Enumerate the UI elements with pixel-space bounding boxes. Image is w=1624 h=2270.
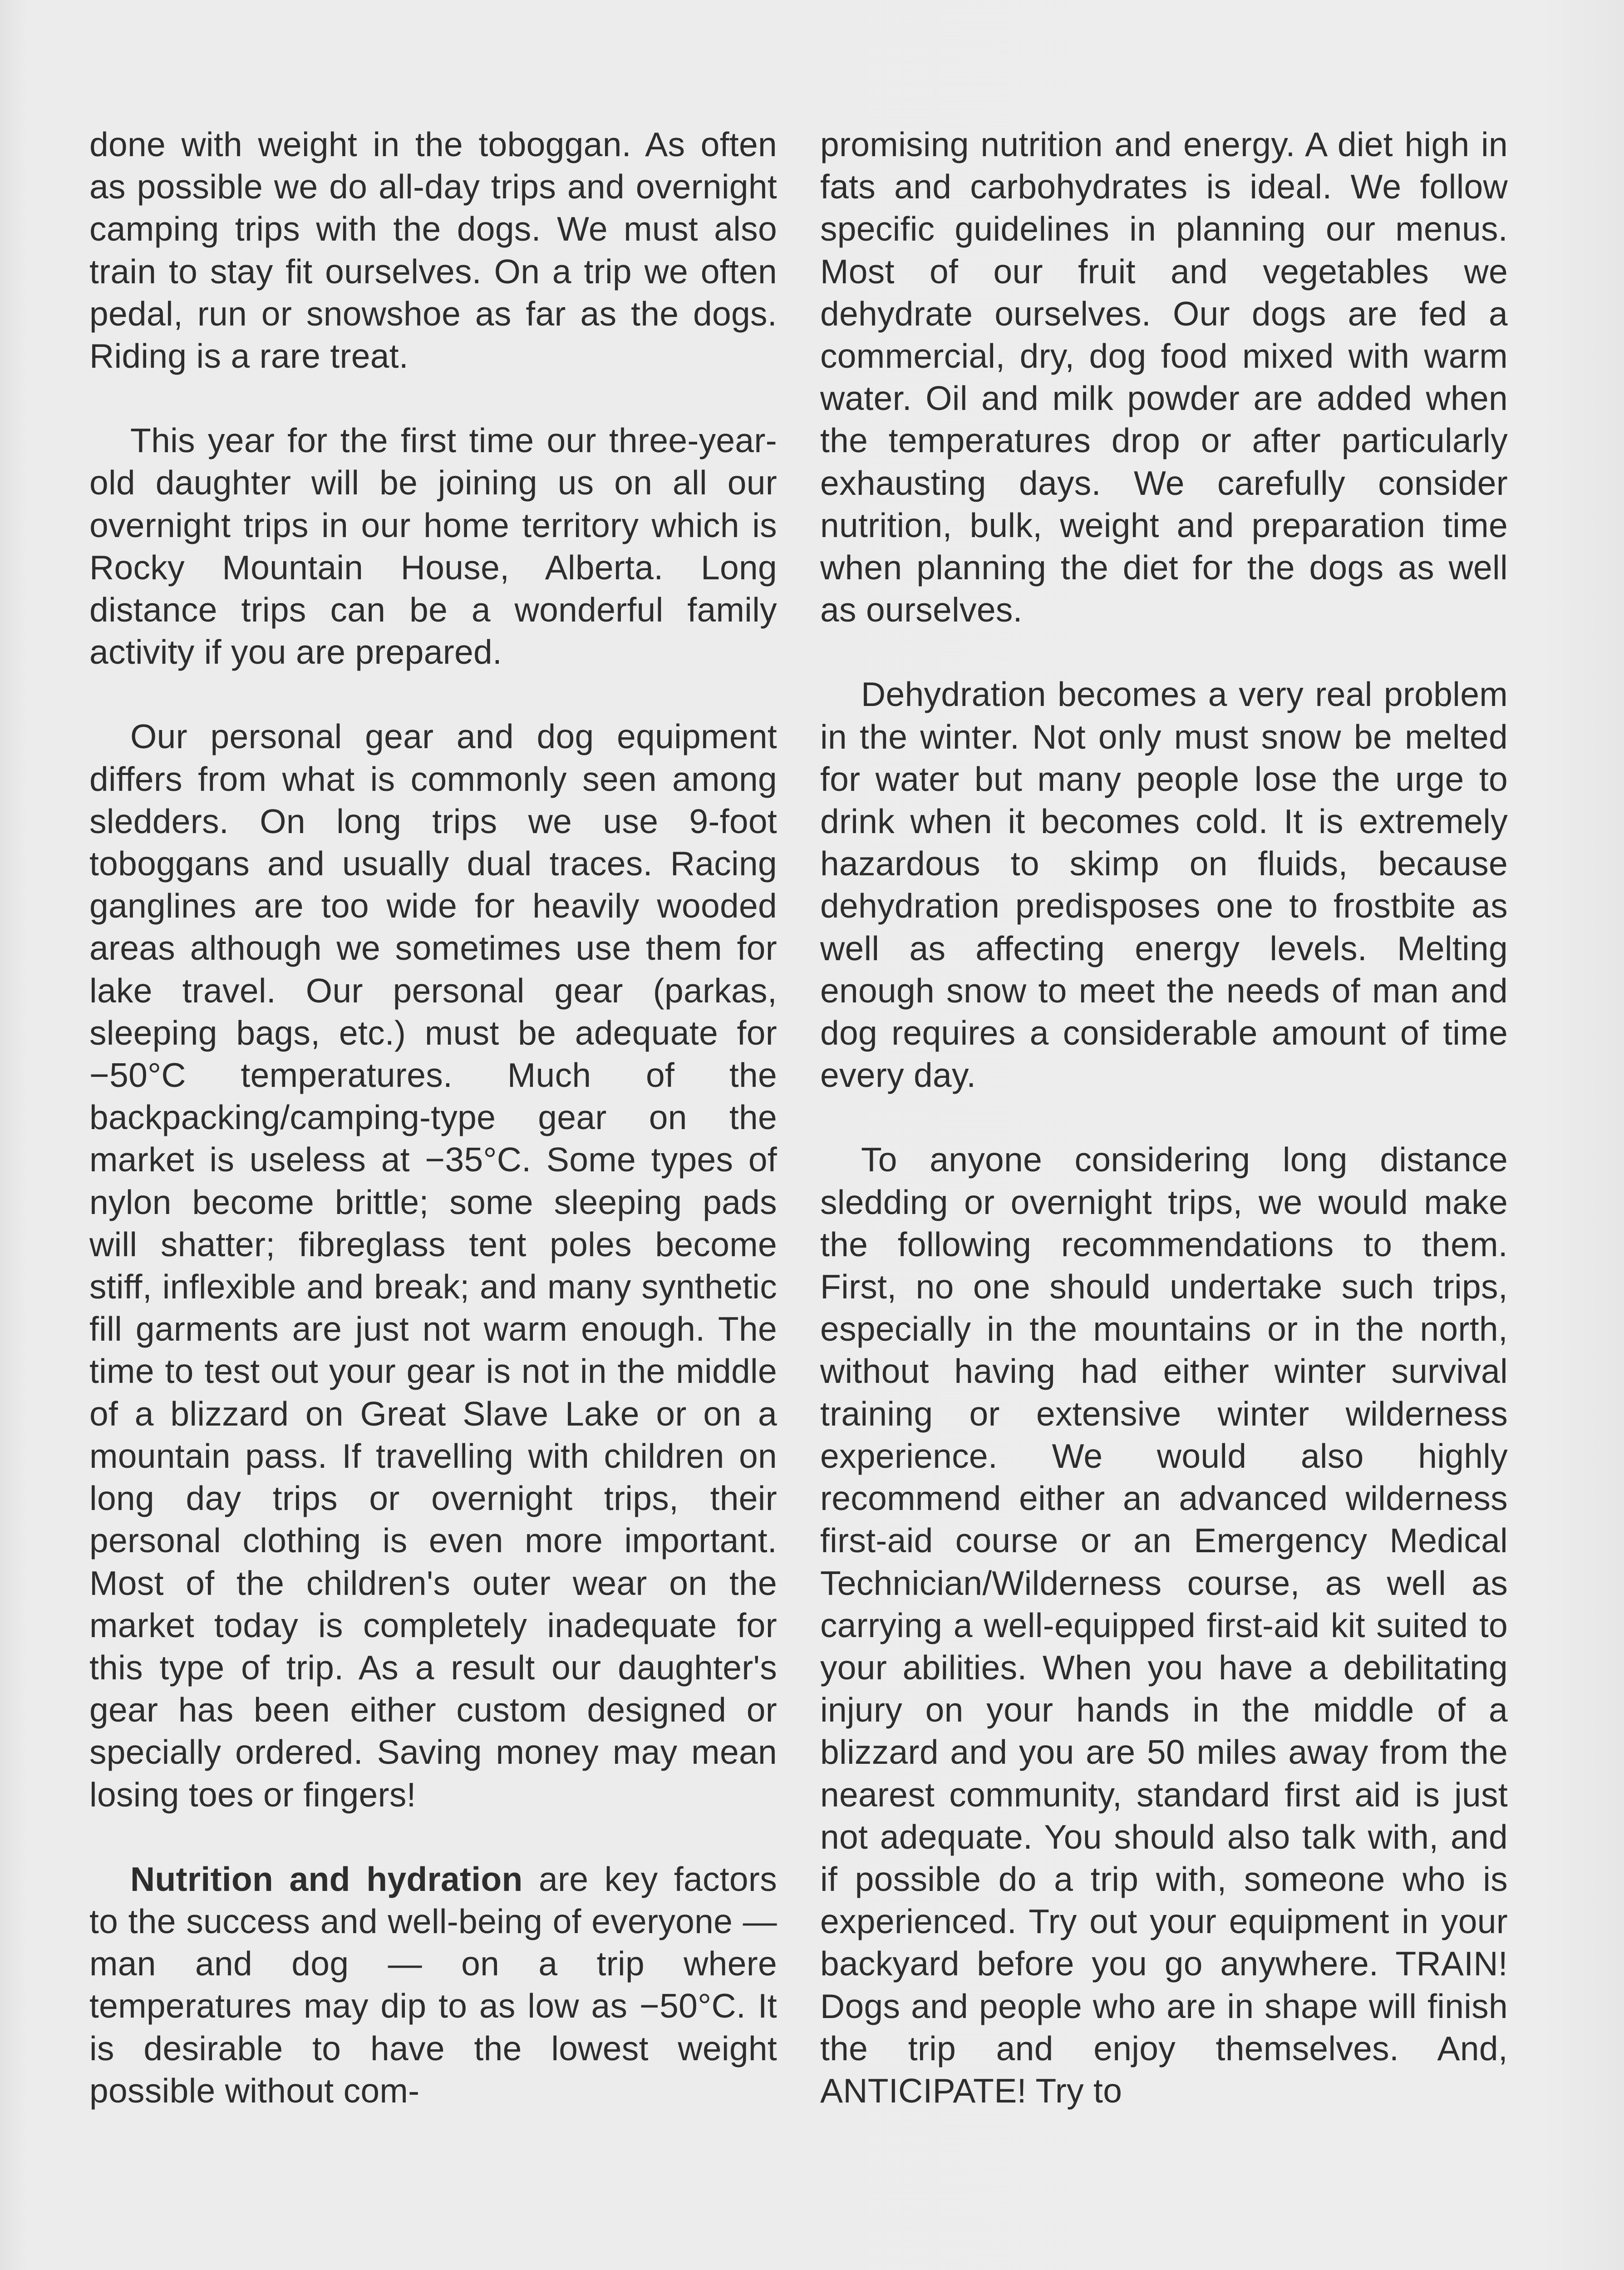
nutrition-heading: Nutrition and hydration: [130, 1860, 523, 1898]
right-paragraph-1: promising nutrition and energy. A diet high in fats and carbohydrates is ideal. We follow specific guidelines in planning our menus. Most of our fruit and vegetables we dehydrate ourselves. Our dogs are fed a commercial, dry, dog food mixed with warm water. Oil and milk powder are added when the temperatures drop or after particularly exhausting days. We carefully consider nutrition, bulk, weight and preparation time when planning the diet for the dogs as well as ourselves.: [820, 125, 1508, 629]
left-paragraph-4: [89, 1858, 777, 2112]
left-paragraph-2: This year for the first time our three-year-old daughter will be joining us on all our overnight trips in our home territory which is Rocky Mountain House, Alberta. Long distance trips can be a wonderful family activity if you are prepared.: [89, 421, 777, 671]
left-paragraph-3: Our personal gear and dog equipment differs from what is commonly seen among sledders. On long trips we use 9-foot toboggans and usually dual traces. Racing ganglines are too wide for heavily wooded areas although we sometimes use them for lake travel. Our personal gear (parkas, sleeping bags, etc.) must be adequate for −50°C temperatures. Much of the backpacking/camping-type gear on the market is useless at −35°C. Some types of nylon become brittle; some sleeping pads will shatter; fibreglass tent poles become stiff, inflexible and break; and many synthetic fill garments are just not warm enough. The time to test out your gear is not in the middle of a blizzard on Great Slave Lake or on a mountain pass. If travelling with children on long day trips or overnight trips, their personal clothing is even more important. Most of the children's outer wear on the market today is completely inadequate for this type of trip. As a result our daughter's gear has been either custom designed or specially ordered. Saving money may mean losing toes or fingers!: [89, 717, 777, 1814]
right-column: [820, 123, 1508, 2112]
right-paragraph-3: To anyone considering long distance sledding or overnight trips, we would make the following recommendations to them. First, no one should undertake such trips, especially in the mountains or in the north, without having had either winter survival training or extensive winter wilderness experience. We would also highly recommend either an advanced wilderness first-aid course or an Emergency Medical Technician/Wilderness course, as well as carrying a well-equipped first-aid kit suited to your abilities. When you have a debilitating injury on your hands in the middle of a blizzard and you are 50 miles away from the nearest community, standard first aid is just not adequate. You should also talk with, and if possible do a trip with, someone who is experienced. Try out your equipment in your backyard before you go anywhere. TRAIN! Dogs and people who are in shape will finish the trip and enjoy themselves. And, ANTICIPATE! Try to: [820, 1140, 1508, 2110]
right-paragraph-2: Dehydration becomes a very real problem in the winter. Not only must snow be melted for water but many people lose the urge to drink when it becomes cold. It is extremely hazardous to skimp on fluids, because dehydration predisposes one to frostbite as well as affecting energy levels. Melting enough snow to meet the needs of man and dog requires a considerable amount of time every day.: [820, 675, 1508, 1095]
left-paragraph-1: done with weight in the toboggan. As often as possible we do all-day trips and overnight camping trips with the dogs. We must also train to stay fit ourselves. On a trip we often pedal, run or snowshoe as far as the dogs. Riding is a rare treat.: [89, 125, 777, 375]
left-column: [89, 123, 777, 2112]
nutrition-text: are key factors to the success and well-being of everyone — man and dog — on a trip where temperatures may dip to as low as −50°C. It is desirable to have the lowest weight possible without com-: [89, 1860, 777, 2110]
